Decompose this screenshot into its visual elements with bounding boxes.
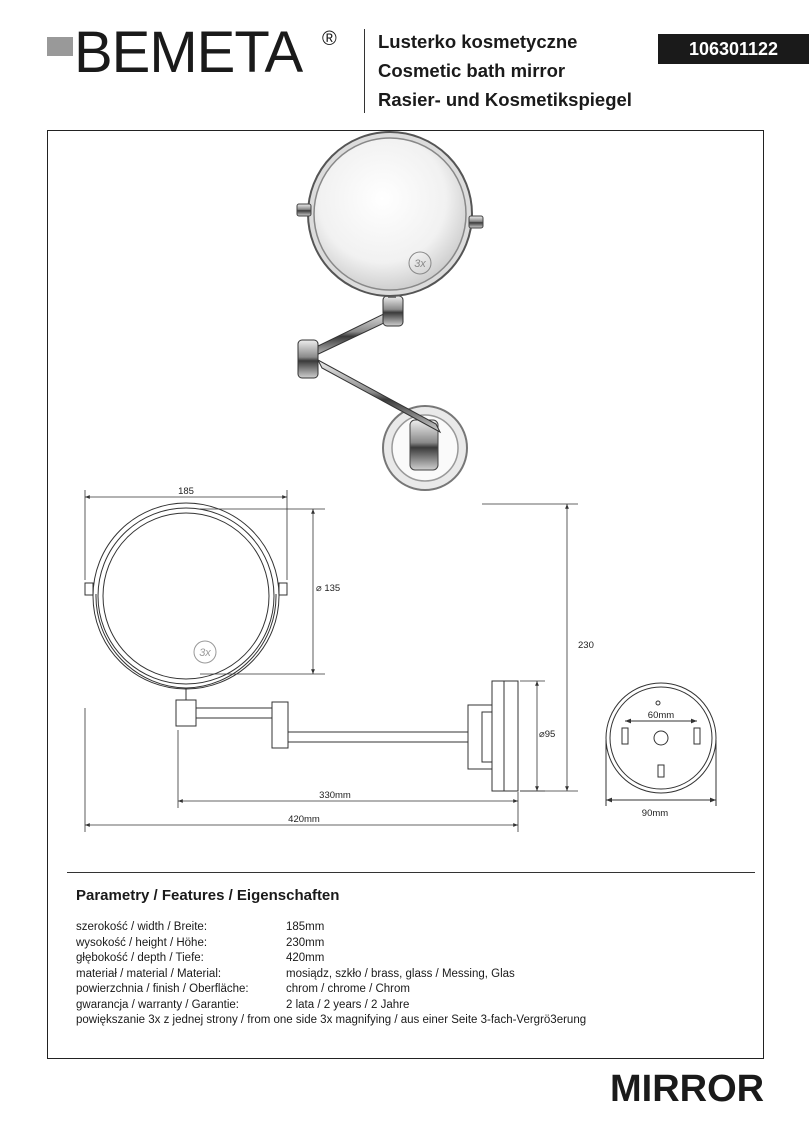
brand-logo: BEMETA bbox=[74, 20, 303, 85]
spec-value: mosiądz, szkło / brass, glass / Messing, Glas bbox=[286, 967, 515, 980]
spec-value: 2 lata / 2 years / 2 Jahre bbox=[286, 998, 410, 1011]
spec-value: 185mm bbox=[286, 921, 325, 933]
product-illustration bbox=[297, 132, 483, 490]
dim-width-label: 185 bbox=[178, 486, 194, 497]
product-code: 106301122 bbox=[658, 34, 809, 64]
title-english: Cosmetic bath mirror bbox=[378, 60, 566, 81]
spec-label: materiał / material / Material: bbox=[76, 967, 222, 980]
features-divider bbox=[67, 872, 755, 873]
dim-height-label: 230 bbox=[578, 640, 594, 651]
base-plate-view bbox=[606, 683, 716, 806]
spec-row-warranty bbox=[76, 998, 586, 1014]
title-polish: Lusterko kosmetyczne bbox=[378, 31, 578, 52]
spec-row-depth bbox=[76, 951, 586, 967]
spec-label: gwarancja / warranty / Garantie: bbox=[76, 998, 239, 1011]
spec-value: 420mm bbox=[286, 952, 325, 964]
magnification-label-photo: 3x bbox=[414, 258, 426, 270]
registered-mark: ® bbox=[322, 28, 337, 50]
dim-arm-length-label: 330mm bbox=[319, 790, 351, 801]
spec-label: szerokość / width / Breite: bbox=[76, 921, 208, 933]
dim-base-diameter-label: ⌀95 bbox=[539, 729, 556, 740]
spec-row-material bbox=[76, 967, 586, 983]
dim-base-width-label: 90mm bbox=[641, 808, 669, 819]
spec-value: 230mm bbox=[286, 936, 325, 949]
spec-table bbox=[76, 920, 586, 1029]
front-view bbox=[85, 503, 518, 791]
spec-label: powierzchnia / finish / Oberfläche: bbox=[76, 983, 249, 995]
category-label: MIRROR bbox=[610, 1068, 765, 1110]
dim-mirror-diameter-label: ⌀ 135 bbox=[316, 583, 341, 594]
spec-label: głębokość / depth / Tiefe: bbox=[76, 952, 204, 964]
spec-value: chrom / chrome / Chrom bbox=[286, 983, 410, 995]
spec-row-height bbox=[76, 936, 586, 952]
spec-row-finish bbox=[76, 982, 586, 998]
dim-hole-spacing-label: 60mm bbox=[647, 710, 675, 721]
features-heading: Parametry / Features / Eigenschaften bbox=[76, 887, 340, 904]
spec-label: wysokość / height / Höhe: bbox=[76, 936, 208, 949]
dim-total-depth-label: 420mm bbox=[288, 814, 320, 825]
magnification-label-drawing: 3x bbox=[199, 647, 211, 659]
title-german: Rasier- und Kosmetikspiegel bbox=[378, 89, 632, 110]
spec-row-width bbox=[76, 920, 586, 936]
spec-note: powiększanie 3x z jednej strony / from one side 3x magnifying / aus einer Seite 3-fach-Vergrö3erung bbox=[76, 1014, 587, 1026]
